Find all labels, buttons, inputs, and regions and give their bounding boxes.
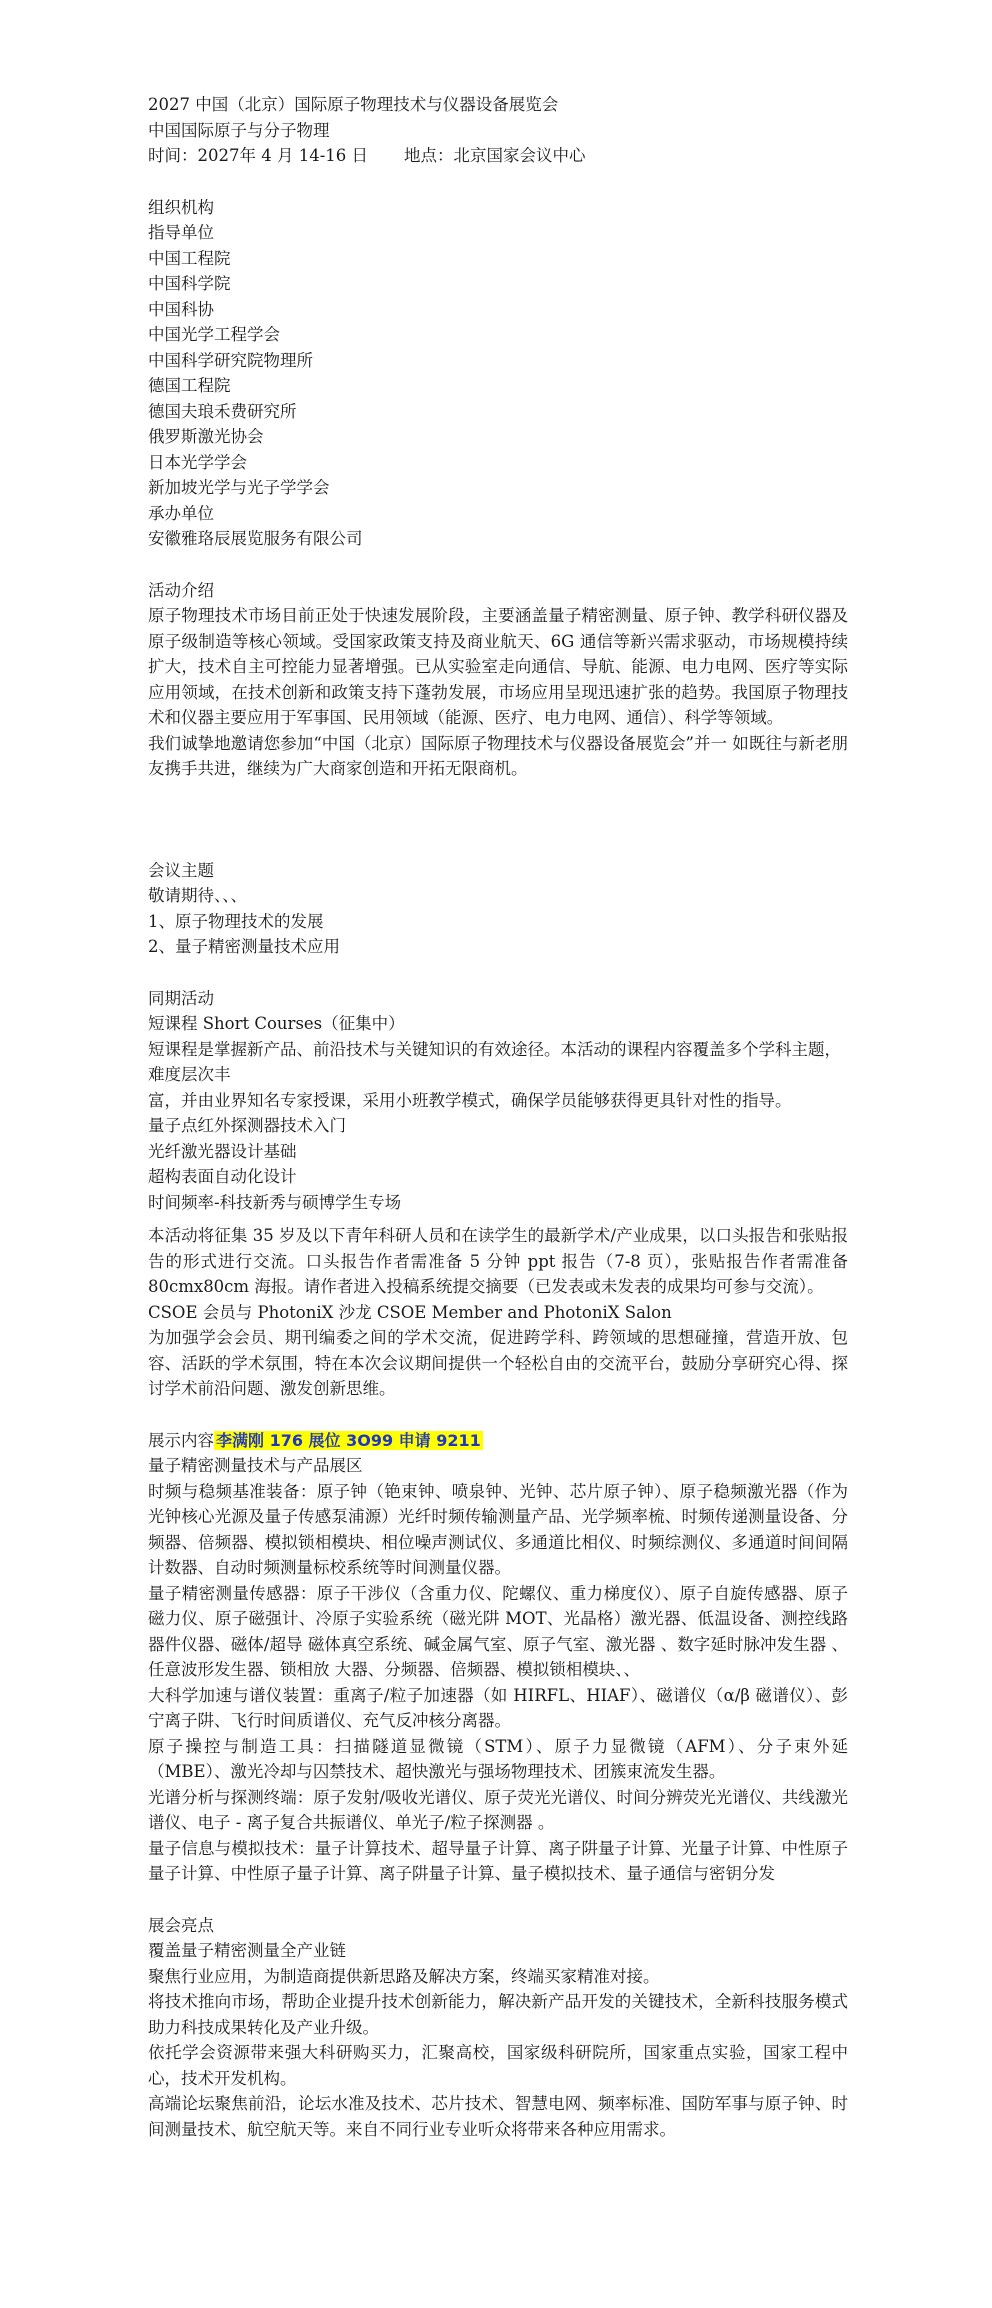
organizer-name: 安徽雅珞辰展览服务有限公司 (148, 529, 363, 548)
intro-paragraph: 原子物理技术市场目前正处于快速发展阶段，主要涵盖量子精密测量、原子钟、教学科研仪器及原子级制造等核心领域。受国家政策支持及商业航天、6G 通信等新兴需求驱动，市场规模持续扩大，技术自主可控能力显著增强。已从实验室走向通信、导航、能源、电力电网、医疗等实际应用领域，在技术创新和政策支持下蓬勃发展，市场应用呈现迅速扩张的趋势。我国原子物理技术和仪器主要应用于军事国、民用领域（能源、医疗、电力电网、通信）、科学等领域。 (148, 606, 848, 727)
exhibit-item: 原子操控与制造工具：扫描隧道显微镜（STM）、原子力显微镜（AFM）、分子束外延（MBE）、激光冷却与囚禁技术、超快激光与强场物理技术、团簇束流发生器。 (148, 1736, 848, 1781)
organizer-heading: 承办单位 (148, 503, 214, 523)
exhibit-item: 大科学加速与谱仪装置：重离子/粒子加速器（如 HIRFL、HIAF）、磁谱仪（α/β 磁谱仪）、彭宁离子阱、飞行时间质谱仪、充气反冲核分离器。 (148, 1685, 848, 1730)
highlight-item: 将技术推向市场，帮助企业提升技术创新能力，解决新产品开发的关键技术，全新科技服务模式助力科技成果转化及产业升级。 (148, 1992, 848, 2037)
salon-title: CSOE 会员与 PhotoniX 沙龙 CSOE Member and PhotoniX Salon (148, 1302, 672, 1322)
guidance-unit: 新加坡光学与光子学学会 (148, 478, 330, 497)
short-course-title: 短课程 Short Courses（征集中） (148, 1014, 405, 1033)
course-item: 光纤激光器设计基础 (148, 1141, 297, 1161)
intro-heading: 活动介绍 (148, 580, 214, 600)
short-course-desc: 短课程是掌握新产品、前沿技术与关键知识的有效途径。本活动的课程内容覆盖多个学科主题，难度层次丰 (148, 1039, 841, 1084)
highlight-item: 高端论坛聚焦前沿，论坛水准及技术、芯片技术、智慧电网、频率标准、国防军事与原子钟、时间测量技术、航空航天等。来自不同行业专业听众将带来各种应用需求。 (148, 2094, 848, 2139)
document-page (148, 92, 848, 2142)
highlight-item: 聚焦行业应用，为制造商提供新思路及解决方案，终端买家精准对接。 (148, 1966, 660, 1986)
guidance-unit: 中国科学院 (148, 274, 231, 293)
time-location-line (148, 143, 848, 169)
highlight-item: 依托学会资源带来强大科研购买力，汇聚高校，国家级科研院所，国家重点实验，国家工程中心，技术开发机构。 (148, 2043, 848, 2088)
topic-item: 2、量子精密测量技术应用 (148, 937, 340, 956)
highlights-heading: 展会亮点 (148, 1915, 214, 1935)
course-item: 量子点红外探测器技术入门 (148, 1116, 346, 1135)
highlight-item: 覆盖量子精密测量全产业链 (148, 1941, 346, 1960)
guidance-list (148, 246, 848, 501)
guidance-unit: 德国夫琅禾费研究所 (148, 401, 297, 421)
guidance-unit: 俄罗斯激光协会 (148, 427, 264, 446)
guidance-unit: 中国科协 (148, 299, 214, 319)
contact-highlight: 李满刚 176 展位 3O99 申请 9211 (216, 1430, 481, 1450)
course-item: 时间频率-科技新秀与硕博学生专场 (148, 1192, 402, 1212)
guidance-unit: 中国工程院 (148, 248, 231, 268)
location-label: 地点：北京国家会议中心 (404, 146, 586, 165)
short-course-desc-cont: 富，并由业界知名专家授课，采用小班教学模式，确保学员能够获得更具针对性的指导。 (148, 1090, 792, 1110)
young-scholar-desc: 本活动将征集 35 岁及以下青年科研人员和在读学生的最新学术/产业成果，以口头报告和张贴报告的形式进行交流。口头报告作者需准备 5 分钟 ppt 报告（7-8 页），张贴报告作者需准备 80cmx80cm 海报。请作者进入投稿系统提交摘要（已发表或未发表的成果均可参与交流）。 (148, 1226, 848, 1296)
topics-heading: 会议主题 (148, 860, 214, 880)
exhibit-zone-title: 量子精密测量技术与产品展区 (148, 1456, 363, 1475)
exhibits-heading: 展示内容 (148, 1430, 214, 1450)
guidance-heading: 指导单位 (148, 223, 214, 242)
salon-desc: 为加强学会会员、期刊编委之间的学术交流，促进跨学科、跨领域的思想碰撞，营造开放、包容、活跃的学术氛围，特在本次会议期间提供一个轻松自由的交流平台，鼓励分享研究心得、探讨学术前沿问题、激发创新思维。 (148, 1328, 848, 1398)
guidance-unit: 中国光学工程学会 (148, 325, 280, 344)
document-subtitle: 中国国际原子与分子物理 (148, 120, 330, 140)
exhibits-heading-line (148, 1428, 848, 1454)
guidance-unit: 中国科学研究院物理所 (148, 350, 313, 370)
exhibit-item: 时频与稳频基准装备：原子钟（铯束钟、喷泉钟、光钟、芯片原子钟）、原子稳频激光器（作为光钟核心光源及量子传感泵浦源）光纤时频传输测量产品、光学频率梳、时频传递测量设备、分频器、倍频器、模拟锁相模块、相位噪声测试仪、多通道比相仪、时频综测仪、多通道时间间隔计数器、自动时频测量标校系统等时间测量仪器。 (148, 1481, 848, 1577)
topic-item: 1、原子物理技术的发展 (148, 911, 324, 931)
topics-lead: 敬请期待、、、 (148, 886, 247, 905)
guidance-unit: 德国工程院 (148, 376, 231, 395)
organization-heading: 组织机构 (148, 197, 214, 217)
exhibit-item: 量子精密测量传感器：原子干涉仪（含重力仪、陀螺仪、重力梯度仪）、原子自旋传感器、原子磁力仪、原子磁强计、冷原子实验系统（磁光阱 MOT、光晶格）激光器、低温设备、测控线路器件仪器、磁体/超导 磁体真空系统、碱金属气室、原子气室、激光器 、数字延时脉冲发生器 、任意波形发生器、锁相放 大器、分频器、倍频器、模拟锁相模块、、 (148, 1583, 848, 1679)
course-item: 超构表面自动化设计 (148, 1167, 297, 1186)
intro-invitation: 我们诚挚地邀请您参加“中国（北京）国际原子物理技术与仪器设备展览会”并一 如既往与新老朋友携手共进，继续为广大商家创造和开拓无限商机。 (148, 733, 848, 778)
time-label: 时间：2027年 4 月 14-16 日 (148, 146, 369, 165)
exhibit-item: 光谱分析与探测终端：原子发射/吸收光谱仪、原子荧光光谱仪、时间分辨荧光光谱仪、共线激光谱仪、电子 - 离子复合共振谱仪、单光子/粒子探测器 。 (148, 1787, 848, 1832)
guidance-unit: 日本光学学会 (148, 452, 247, 472)
events-heading: 同期活动 (148, 988, 214, 1008)
document-title: 2027 中国（北京）国际原子物理技术与仪器设备展览会 (148, 95, 559, 114)
exhibit-item: 量子信息与模拟技术：量子计算技术、超导量子计算、离子阱量子计算、光量子计算、中性原子量子计算、中性原子量子计算、离子阱量子计算、量子模拟技术、量子通信与密钥分发 (148, 1838, 848, 1883)
